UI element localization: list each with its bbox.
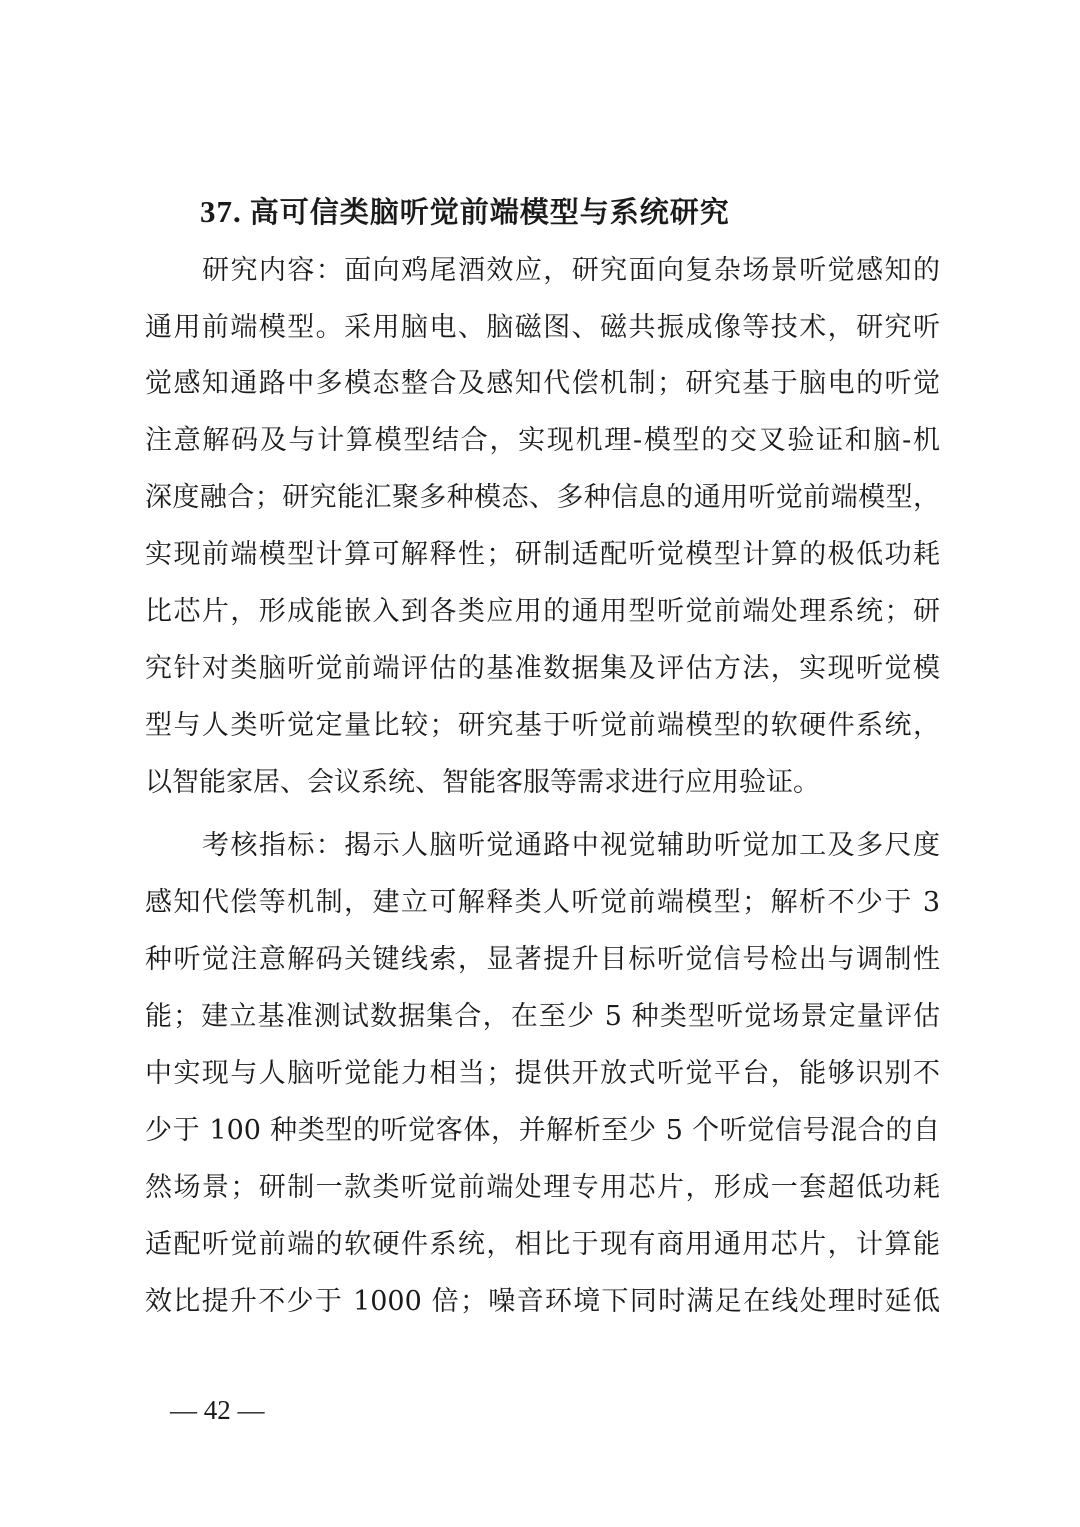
paragraph-research-content-line: 研究内容：面向鸡尾酒效应，研究面向复杂场景听觉感知的 xyxy=(202,255,940,286)
paragraph-line: 种听觉注意解码关键线索，显著提升目标听觉信号检出与调制性 xyxy=(145,944,940,975)
paragraph-line: 注意解码及与计算模型结合，实现机理-模型的交叉验证和脑-机 xyxy=(145,425,940,456)
paragraph-line: 然场景；研制一款类听觉前端处理专用芯片，形成一套超低功耗 xyxy=(145,1172,940,1203)
paragraph-line: 通用前端模型。采用脑电、脑磁图、磁共振成像等技术，研究听 xyxy=(145,312,940,343)
paragraph-line: 深度融合；研究能汇聚多种模态、多种信息的通用听觉前端模型， xyxy=(145,482,940,513)
section-title: 高可信类脑听觉前端模型与系统研究 xyxy=(249,195,730,229)
paragraph-line: 能；建立基准测试数据集合，在至少 5 种类型听觉场景定量评估 xyxy=(145,1001,940,1032)
paragraph-line: 究针对类脑听觉前端评估的基准数据集及评估方法，实现听觉模 xyxy=(145,653,940,684)
paragraph-line: 实现前端模型计算可解释性；研制适配听觉模型计算的极低功耗 xyxy=(145,539,940,570)
paragraph-line: 型与人类听觉定量比较；研究基于听觉前端模型的软硬件系统， xyxy=(145,710,940,741)
paragraph-line: 比芯片，形成能嵌入到各类应用的通用型听觉前端处理系统；研 xyxy=(145,596,940,627)
paragraph-assessment-line: 考核指标：揭示人脑听觉通路中视觉辅助听觉加工及多尺度 xyxy=(202,830,940,861)
paragraph-line: 以智能家居、会议系统、智能客服等需求进行应用验证。 xyxy=(145,767,820,798)
page-number: — 42 — xyxy=(170,1395,265,1425)
paragraph-line: 效比提升不少于 1000 倍；噪音环境下同时满足在线处理时延低 xyxy=(145,1286,940,1317)
section-heading xyxy=(200,190,730,231)
paragraph-line: 觉感知通路中多模态整合及感知代偿机制；研究基于脑电的听觉 xyxy=(145,368,940,399)
paragraph-line: 感知代偿等机制，建立可解释类人听觉前端模型；解析不少于 3 xyxy=(145,887,940,918)
paragraph-line: 中实现与人脑听觉能力相当；提供开放式听觉平台，能够识别不 xyxy=(145,1058,940,1089)
section-number: 37. xyxy=(200,194,242,229)
paragraph-line: 少于 100 种类型的听觉客体，并解析至少 5 个听觉信号混合的自 xyxy=(145,1115,940,1146)
paragraph-line: 适配听觉前端的软硬件系统，相比于现有商用通用芯片，计算能 xyxy=(145,1229,940,1260)
